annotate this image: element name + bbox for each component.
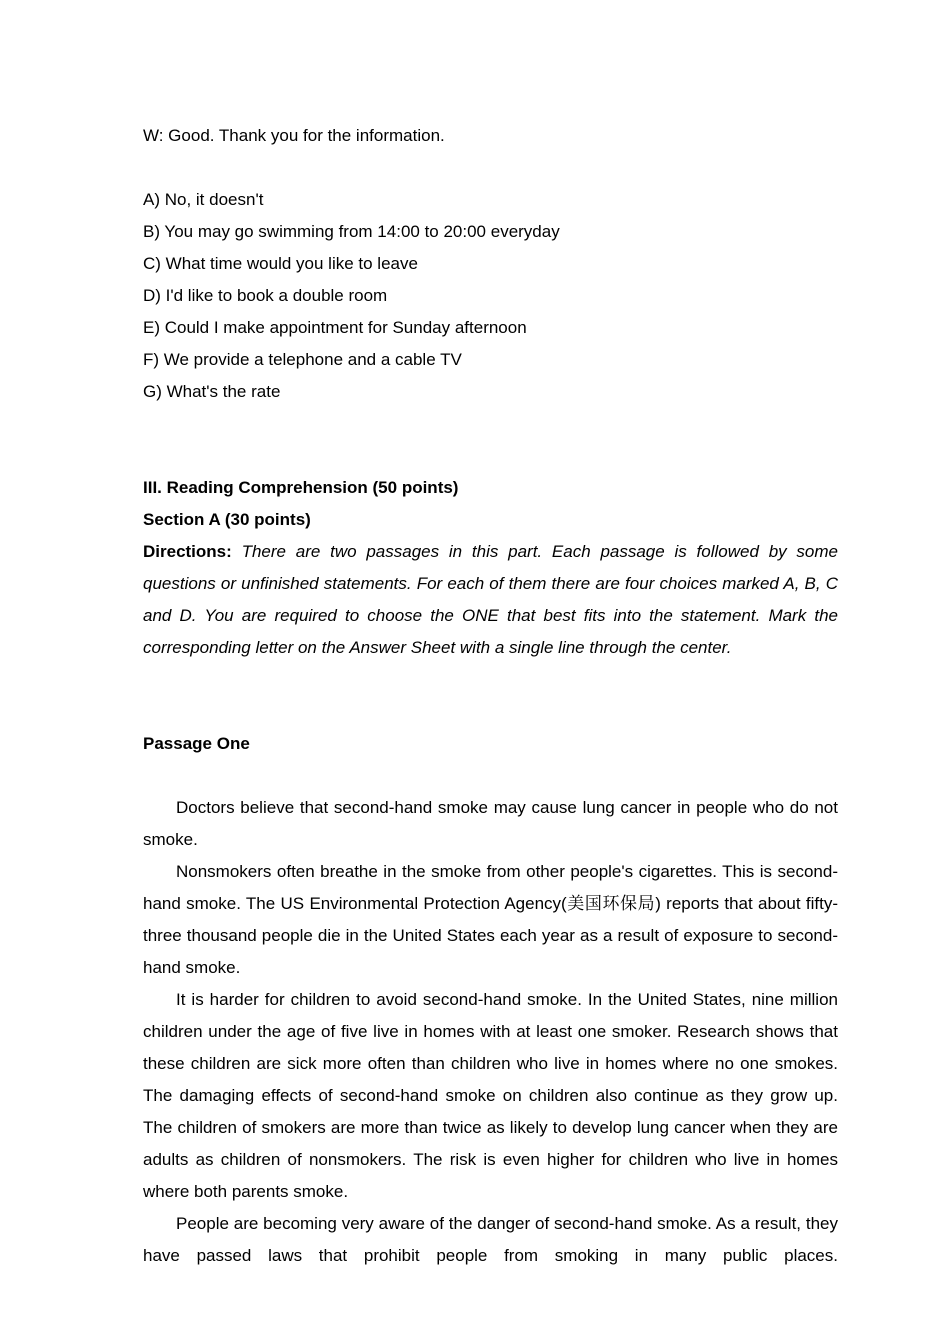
spacer-before-section bbox=[143, 440, 838, 472]
directions-paragraph bbox=[143, 536, 838, 664]
option-item-b: B) You may go swimming from 14:00 to 20:00 everyday bbox=[143, 222, 560, 241]
passage-paragraph-1: Doctors believe that second-hand smoke may cause lung cancer in people who do not smoke. bbox=[143, 798, 838, 849]
directions-label: Directions: bbox=[143, 542, 232, 561]
directions-text: There are two passages in this part. Each passage is followed by some questions or unfinished statements. For each of them there are four choices marked A, B, C and D. You are required to choose the ONE that best fits into the statement. Mark the corresponding letter on the Answer Sheet with a single line through the center. bbox=[143, 542, 838, 657]
option-item-c: C) What time would you like to leave bbox=[143, 254, 418, 273]
option-item-e: E) Could I make appointment for Sunday afternoon bbox=[143, 318, 527, 337]
passage-paragraph-4: People are becoming very aware of the danger of second-hand smoke. As a result, they have passed laws that prohibit people from smoking in many public places. bbox=[143, 1214, 838, 1265]
passage-paragraph-3: It is harder for children to avoid second-hand smoke. In the United States, nine million children under the age of five live in homes with at least one smoker. Research shows that these children are sick more often than children who live in homes where no one smokes. The damaging effects of second-hand smoke on children also continue as they grow up. The children of smokers are more than twice as likely to develop lung cancer when they are adults as children of nonsmokers. The risk is even higher for children who live in homes where both parents smoke. bbox=[143, 990, 838, 1201]
option-item-f: F) We provide a telephone and a cable TV bbox=[143, 350, 462, 369]
passage-paragraph-2: Nonsmokers often breathe in the smoke from other people's cigarettes. This is second-hand smoke. The US Environmental Protection Agency(美国环保局) reports that about fifty-three thousand people die in the United States each year as a result of exposure to second-hand smoke. bbox=[143, 862, 838, 977]
option-item-g: G) What's the rate bbox=[143, 382, 281, 401]
spacer-after-options bbox=[143, 408, 838, 440]
option-item-d: D) I'd like to book a double room bbox=[143, 286, 388, 305]
page-content bbox=[143, 120, 838, 1304]
option-item-a: A) No, it doesn't bbox=[143, 190, 264, 209]
spacer-after-dialogue bbox=[143, 152, 838, 184]
subsection-heading: Section A (30 points) bbox=[143, 510, 311, 529]
passage-heading: Passage One bbox=[143, 734, 250, 753]
section-heading: III. Reading Comprehension (50 points) bbox=[143, 478, 459, 497]
spacer-before-passage bbox=[143, 664, 838, 696]
spacer-before-passage-2 bbox=[143, 696, 838, 728]
dialogue-closing-line: W: Good. Thank you for the information. bbox=[143, 126, 445, 145]
spacer-after-passage-heading bbox=[143, 760, 838, 792]
